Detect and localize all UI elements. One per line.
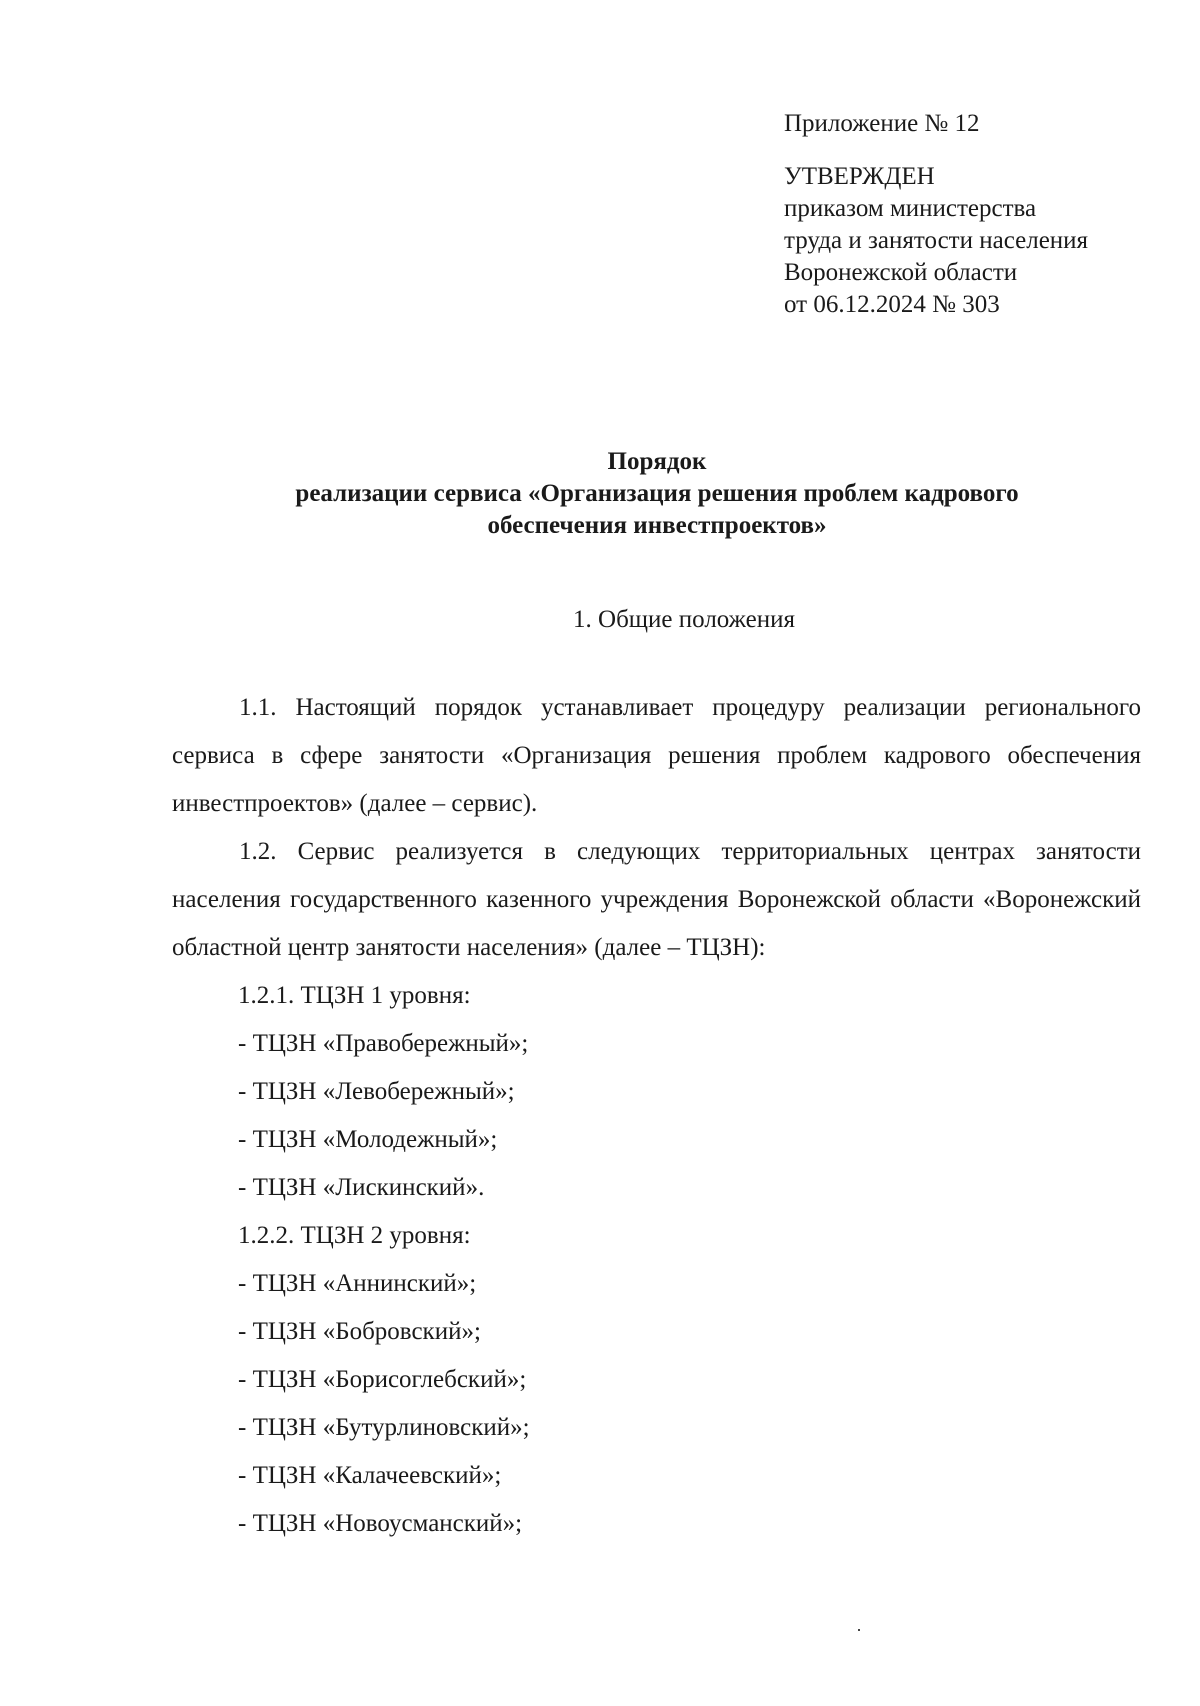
level2-heading: 1.2.2. ТЦЗН 2 уровня:: [238, 1222, 471, 1249]
approval-date-number: от 06.12.2024 № 303: [784, 291, 1000, 318]
approval-block: [784, 108, 1184, 321]
section-heading: 1. Общие положения: [573, 606, 795, 633]
annex-number: Приложение № 12: [784, 110, 980, 137]
list-item: - ТЦЗН «Правобережный»;: [238, 1030, 529, 1057]
scan-speck: [858, 1629, 860, 1631]
list-item: - ТЦЗН «Бобровский»;: [238, 1318, 481, 1345]
level1-heading: 1.2.1. ТЦЗН 1 уровня:: [238, 982, 471, 1009]
paragraph-1-1: 1.1. Настоящий порядок устанавливает процедуру реализации регионального сервиса в сфере занятости «Организация решения проблем кадрового обеспечения инвестпроектов» (далее – сервис).: [172, 694, 1141, 817]
approved-label: УТВЕРЖДЕН: [784, 163, 935, 190]
document-body: [172, 684, 1141, 1548]
paragraph-1-2: 1.2. Сервис реализуется в следующих территориальных центрах занятости населения государственного казенного учреждения Воронежской области «Воронежский областной центр занятости населения» (далее – ТЦЗН):: [172, 838, 1141, 961]
title-line-2: реализации сервиса «Организация решения проблем кадрового: [295, 480, 1019, 507]
list-item: - ТЦЗН «Калачеевский»;: [238, 1462, 502, 1489]
approval-line-3: Воронежской области: [784, 259, 1018, 286]
spacer: [784, 140, 1184, 161]
approval-line-2: труда и занятости населения: [784, 227, 1089, 254]
list-item: - ТЦЗН «Левобережный»;: [238, 1078, 515, 1105]
title-line-1: Порядок: [607, 448, 707, 475]
approval-line-1: приказом министерства: [784, 195, 1037, 222]
list-item: - ТЦЗН «Аннинский»;: [238, 1270, 477, 1297]
list-item: - ТЦЗН «Молодежный»;: [238, 1126, 498, 1153]
document-title: [172, 446, 1142, 542]
list-item: - ТЦЗН «Бутурлиновский»;: [238, 1414, 530, 1441]
list-item: - ТЦЗН «Лискинский».: [238, 1174, 485, 1201]
list-item: - ТЦЗН «Новоусманский»;: [238, 1510, 523, 1537]
title-line-3: обеспечения инвестпроектов»: [487, 512, 827, 539]
list-item: - ТЦЗН «Борисоглебский»;: [238, 1366, 527, 1393]
